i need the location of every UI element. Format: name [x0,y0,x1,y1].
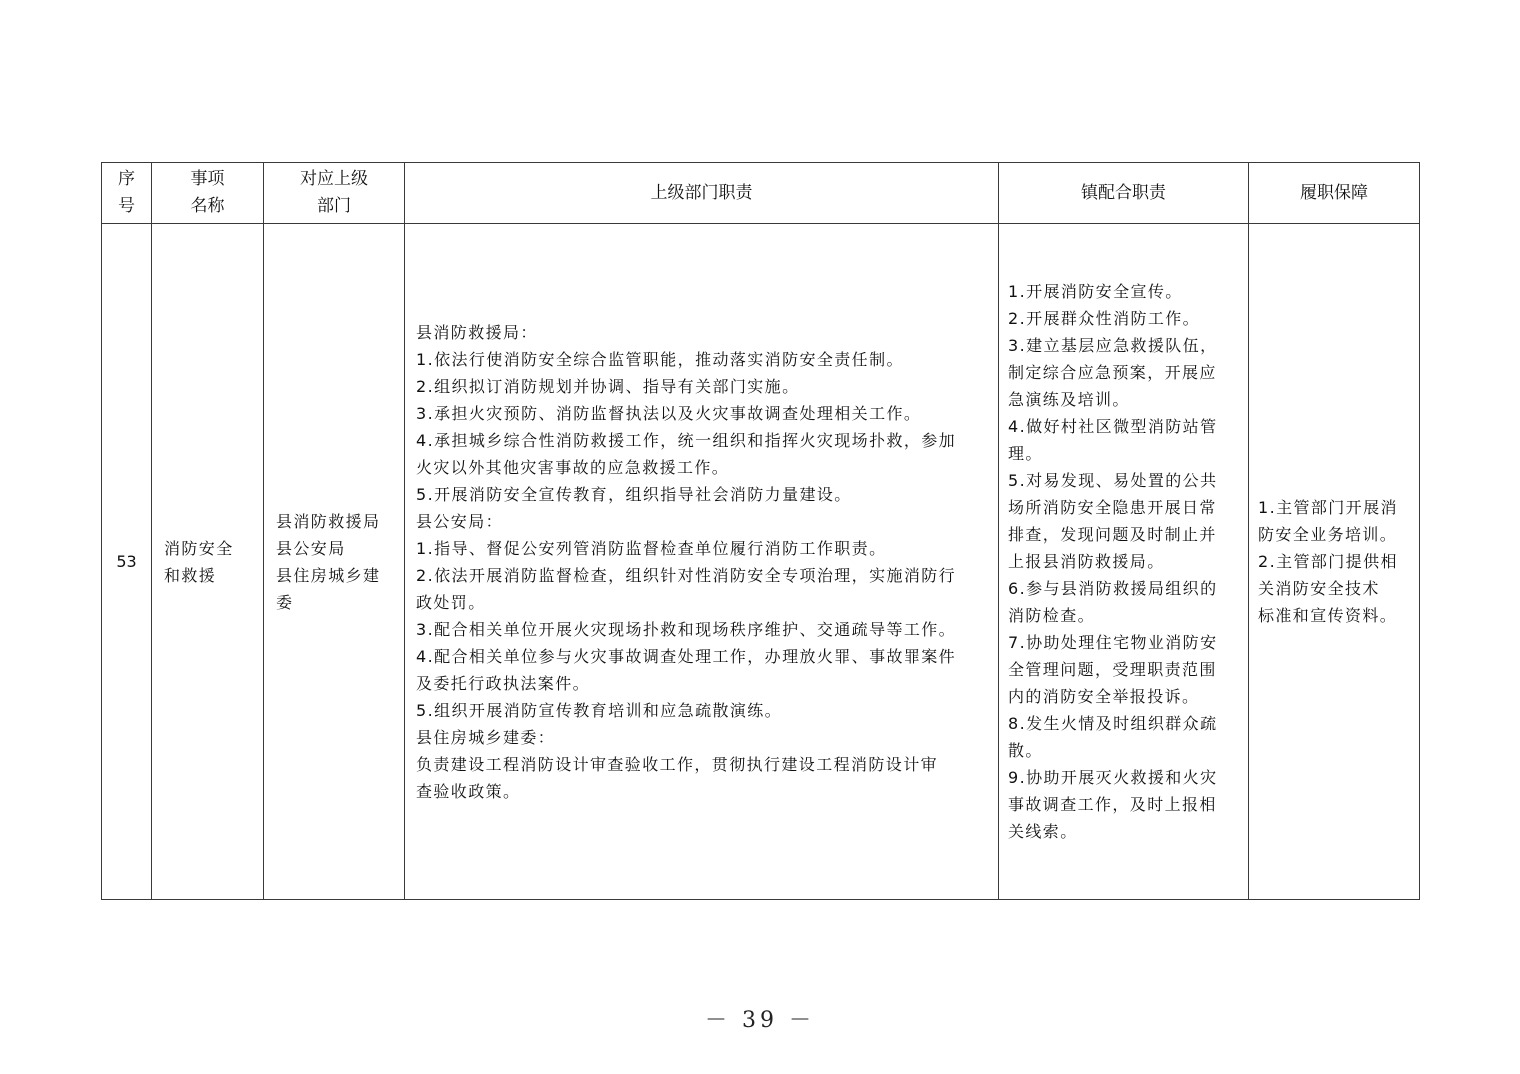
upper-duty-line: 县公安局： [416,511,504,531]
guarantee-line: 1.主管部门开展消 [1258,498,1398,517]
upper-duty-line: 政处罚。 [416,592,486,612]
guarantee-line: 2.主管部门提供相 [1258,552,1398,571]
row-guarantee [1249,224,1420,900]
town-duty-line: 7.协助处理住宅物业消防安 [1008,633,1218,652]
upper-duty-line: 查验收政策。 [416,781,521,801]
row-seq: 53 [102,224,152,900]
town-duty-line: 排查，发现问题及时制止并 [1008,525,1217,544]
row-item-name [152,224,264,900]
header-upper-duties: 上级部门职责 [405,163,999,224]
upper-duty-line: 1.指导、督促公安列管消防监督检查单位履行消防工作职责。 [416,538,887,558]
town-duty-line: 消防检查。 [1008,606,1096,625]
row-town-duties [999,224,1249,900]
header-item-name: 事项 名称 [152,163,264,224]
item-name-line: 消防安全 [164,538,234,558]
header-guarantee: 履职保障 [1249,163,1420,224]
duty-table [101,162,1420,900]
town-duty-line: 关线索。 [1008,822,1078,841]
guarantee-line: 防安全业务培训。 [1258,525,1398,544]
town-duty-line: 上报县消防救援局。 [1008,552,1165,571]
town-duty-line: 内的消防安全举报投诉。 [1008,687,1200,706]
upper-duty-line: 负责建设工程消防设计审查验收工作，贯彻执行建设工程消防设计审 [416,754,939,774]
department-line: 委 [276,592,294,612]
town-duty-line: 全管理问题，受理职责范围 [1008,660,1217,679]
town-duty-line: 5.对易发现、易处置的公共 [1008,471,1218,490]
town-duty-line: 4.做好村社区微型消防站管 [1008,417,1218,436]
upper-duty-line: 4.承担城乡综合性消防救援工作，统一组织和指挥火灾现场扑救，参加 [416,430,957,450]
upper-duty-line: 5.组织开展消防宣传教育培训和应急疏散演练。 [416,700,783,720]
upper-duty-line: 2.依法开展消防监督检查，组织针对性消防安全专项治理，实施消防行 [416,565,957,585]
town-duty-line: 制定综合应急预案，开展应 [1008,363,1217,382]
department-line: 县住房城乡建 [276,565,381,585]
department-line: 县公安局 [276,538,346,558]
town-duty-line: 9.协助开展灭火救援和火灾 [1008,768,1218,787]
table-row [102,224,1420,900]
page-number: － 39 － [705,1008,815,1033]
upper-duty-line: 及委托行政执法案件。 [416,673,591,693]
upper-duty-line: 3.配合相关单位开展火灾现场扑救和现场秩序维护、交通疏导等工作。 [416,619,957,639]
header-upper-department: 对应上级 部门 [264,163,405,224]
upper-duty-line: 2.组织拟订消防规划并协调、指导有关部门实施。 [416,376,800,396]
header-town-duties: 镇配合职责 [999,163,1249,224]
upper-duty-line: 4.配合相关单位参与火灾事故调查处理工作，办理放火罪、事故罪案件 [416,646,957,666]
guarantee-line: 关消防安全技术 [1258,579,1380,598]
town-duty-line: 2.开展群众性消防工作。 [1008,309,1201,328]
town-duty-line: 理。 [1008,444,1043,463]
item-name-line: 和救援 [164,565,217,585]
town-duty-line: 8.发生火情及时组织群众疏 [1008,714,1218,733]
town-duty-line: 事故调查工作，及时上报相 [1008,795,1217,814]
town-duty-line: 场所消防安全隐患开展日常 [1008,498,1217,517]
upper-duty-line: 3.承担火灾预防、消防监督执法以及火灾事故调查处理相关工作。 [416,403,922,423]
town-duty-line: 散。 [1008,741,1043,760]
upper-duty-line: 火灾以外其他灾害事故的应急救援工作。 [416,457,730,477]
header-row [102,163,1420,224]
upper-duty-line: 5.开展消防安全宣传教育，组织指导社会消防力量建设。 [416,484,852,504]
upper-duty-line: 县住房城乡建委： [416,727,556,747]
town-duty-line: 急演练及培训。 [1008,390,1130,409]
department-line: 县消防救援局 [276,511,381,531]
guarantee-line: 标准和宣传资料。 [1258,606,1398,625]
row-upper-duties [405,224,999,900]
town-duty-line: 1.开展消防安全宣传。 [1008,282,1183,301]
upper-duty-line: 县消防救援局： [416,322,538,342]
town-duty-line: 3.建立基层应急救援队伍， [1008,336,1218,355]
town-duty-line: 6.参与县消防救援局组织的 [1008,579,1218,598]
upper-duty-line: 1.依法行使消防安全综合监管职能，推动落实消防安全责任制。 [416,349,904,369]
header-seq: 序 号 [102,163,152,224]
row-departments [264,224,405,900]
